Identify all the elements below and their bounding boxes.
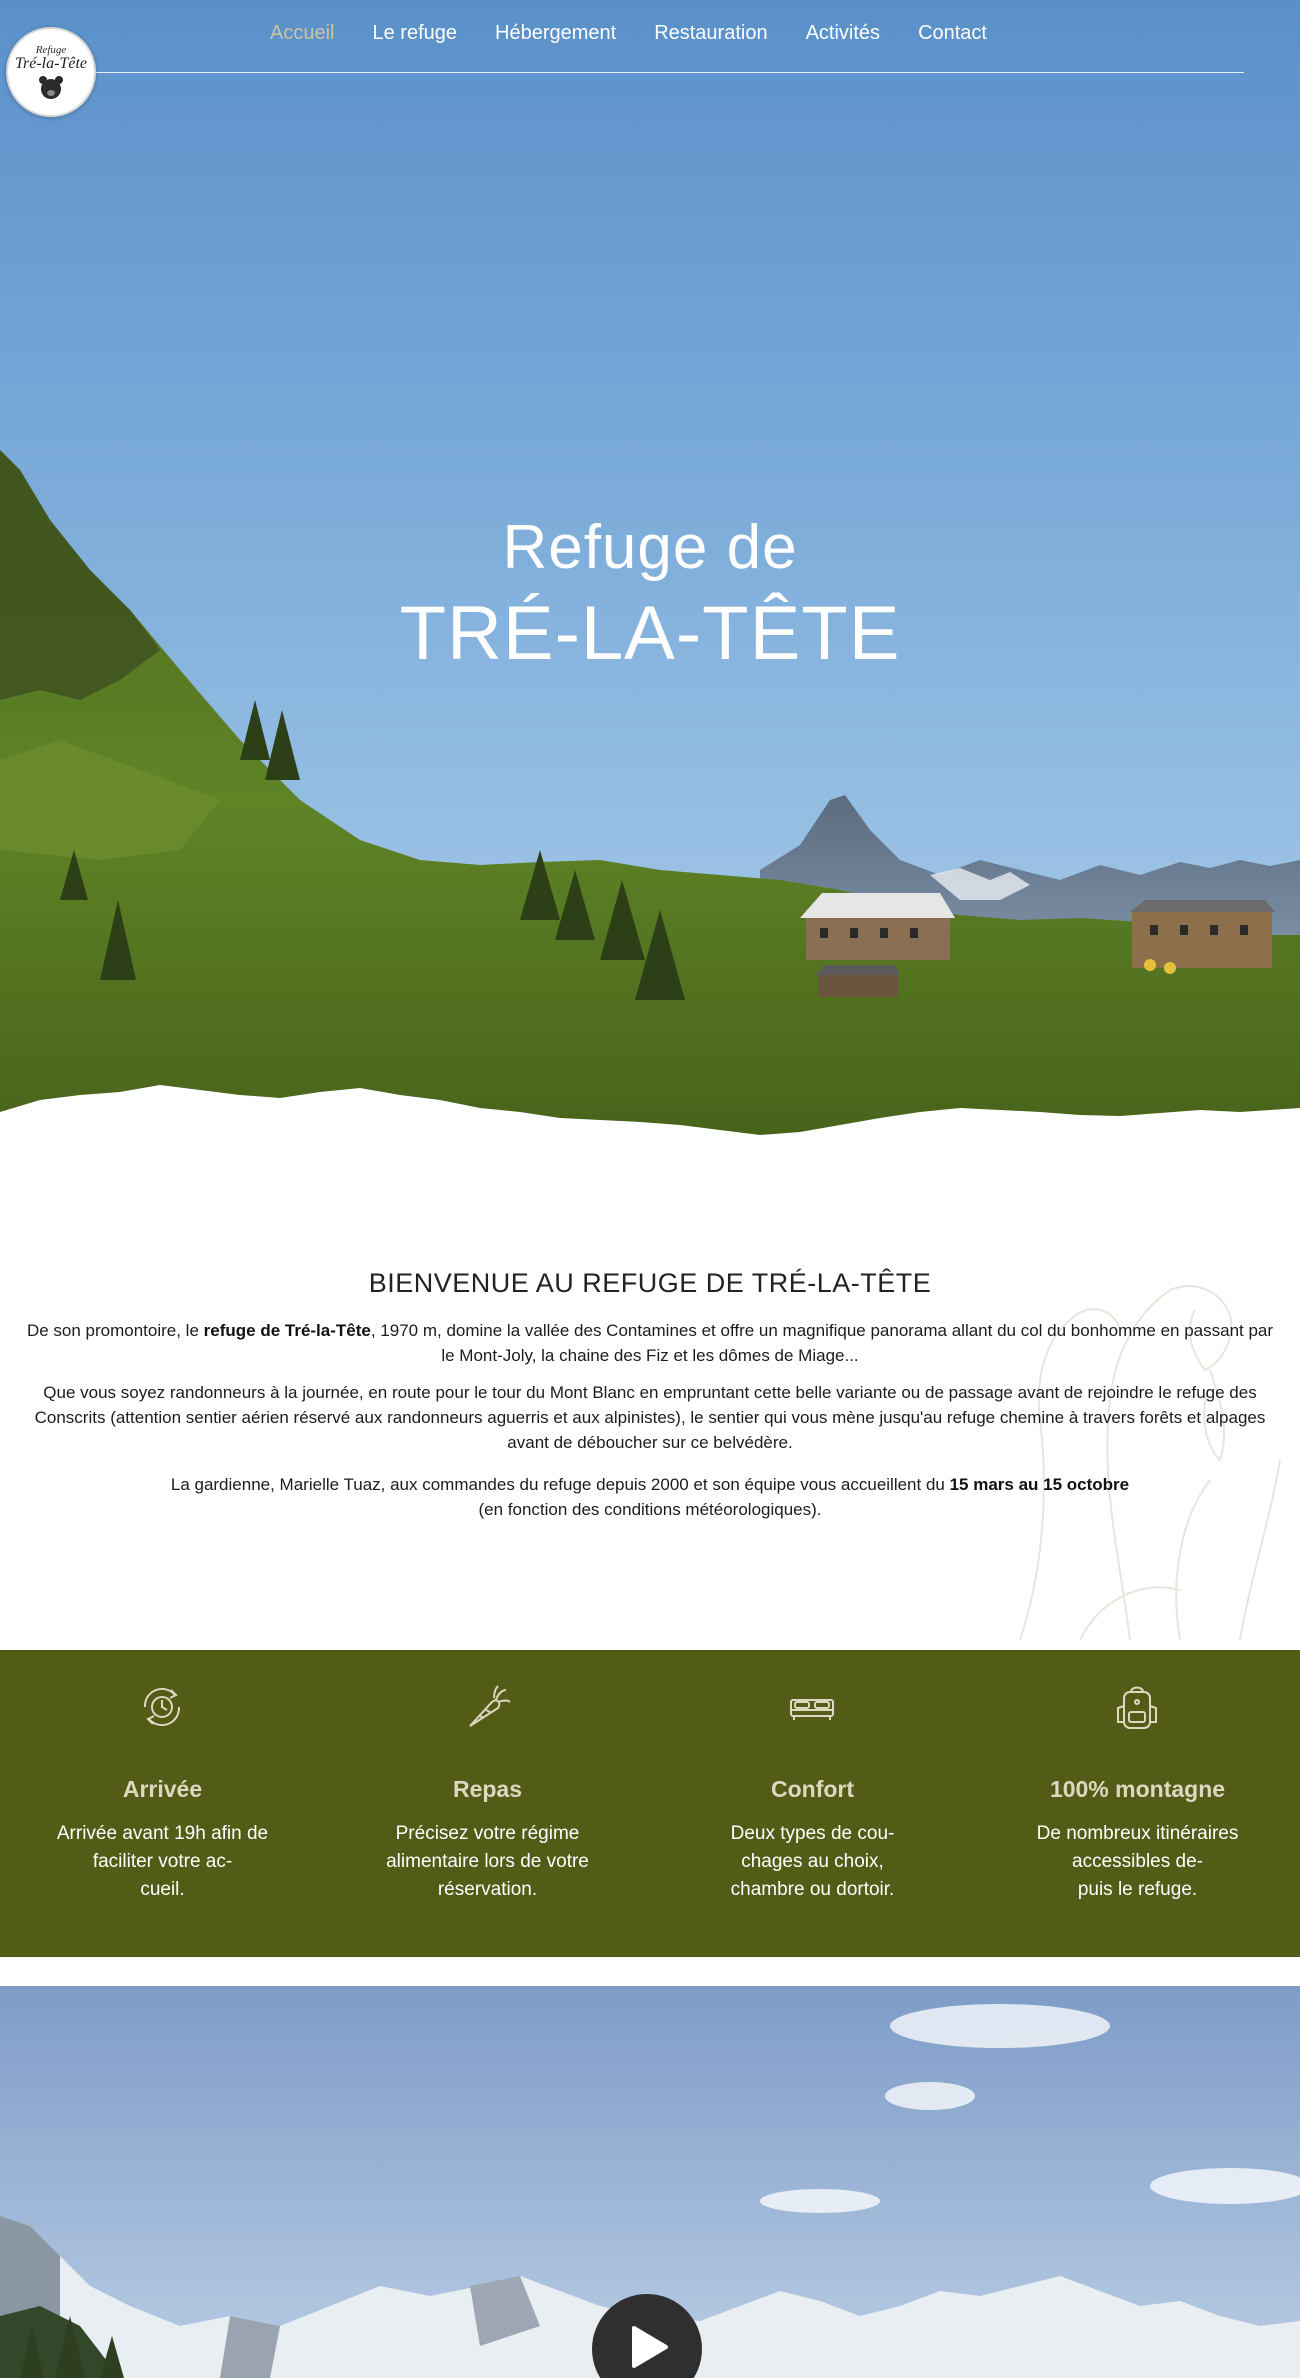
feature-title-arrivee: Arrivée	[122, 1776, 203, 1802]
feature-desc-line: cueil.	[140, 1879, 185, 1900]
welcome-heading: BIENVENUE AU REFUGE DE TRÉ-LA-TÊTE	[368, 1268, 932, 1298]
features-band	[0, 1650, 1300, 1957]
p3-part-b: 15 mars au 15 octobre	[949, 1475, 1130, 1494]
feature-desc-montagne	[1022, 1820, 1253, 1904]
nav-item-restauration[interactable]: Restauration	[654, 22, 768, 44]
carrot-icon	[460, 1680, 514, 1734]
main-navigation	[0, 0, 1300, 74]
p1-part-c: , 1970 m, domine la vallée des Contamines et offre un magnifique panorama allant du col du bonhomme en passant par le Mont-Joly, la chaine des Fiz et les dômes de Miage...	[370, 1321, 1274, 1365]
hero-title-line-2: TRÉ-LA-TÊTE	[399, 591, 901, 676]
logo-line-1: Refuge	[35, 43, 67, 56]
feature-desc-line: Arrivée avant 19h afin de	[56, 1823, 269, 1844]
nav-item-accueil[interactable]: Accueil	[270, 22, 335, 44]
welcome-section	[0, 1150, 1300, 1650]
nav-item-activites[interactable]: Activités	[805, 22, 881, 44]
clock-refresh-icon	[135, 1680, 189, 1734]
p1-part-a: De son promontoire, le	[26, 1321, 204, 1340]
feature-title-repas: Repas	[452, 1776, 523, 1802]
feature-desc-line: De nombreux itinéraires	[1036, 1823, 1239, 1844]
hero-title-line-1: Refuge de	[502, 513, 798, 582]
feature-desc-arrivee	[47, 1820, 278, 1904]
feature-desc-confort	[697, 1820, 928, 1904]
feature-desc-line: chambre ou dortoir.	[730, 1879, 895, 1900]
feature-repas	[325, 1650, 650, 1957]
bear-icon	[36, 74, 66, 100]
feature-confort	[650, 1650, 975, 1957]
p3-part-a: La gardienne, Marielle Tuaz, aux commandes du refuge depuis 2000 et son équipe vous accueillent du	[170, 1475, 950, 1494]
logo-line-2: Tré-la-Tête	[15, 54, 87, 72]
hero-section	[0, 0, 1300, 1150]
video-section	[0, 1986, 1300, 2378]
p3-part-c: (en fonction des conditions météorologiques).	[478, 1500, 822, 1519]
feature-desc-line: puis le refuge.	[1077, 1879, 1198, 1900]
feature-montagne	[975, 1650, 1300, 1957]
feature-title-montagne: 100% montagne	[1049, 1776, 1226, 1802]
p1-part-b: refuge de Tré-la-Tête	[203, 1321, 371, 1340]
backpack-icon	[1110, 1680, 1164, 1734]
nav-divider	[94, 72, 1244, 73]
welcome-paragraph-3	[20, 1472, 1280, 1522]
feature-desc-line: Précisez votre régime	[395, 1823, 580, 1844]
welcome-paragraph-2: Que vous soyez randonneurs à la journée, en route pour le tour du Mont Blanc en empruntant cette belle variante ou de passage avant de rejoindre le refuge des Conscrits (attention sentier aérien réservé aux randonneurs aguerris et aux alpinistes), le sentier qui vous mène jusqu'au refuge chemine à travers forêts et alpages avant de déboucher sur ce belvédère.	[34, 1383, 1266, 1452]
feature-desc-line: accessibles de-	[1072, 1851, 1203, 1872]
feature-desc-line: Deux types de cou-	[730, 1823, 895, 1844]
nav-item-contact[interactable]: Contact	[918, 22, 987, 44]
nav-menu	[270, 22, 1025, 45]
feature-arrivee	[0, 1650, 325, 1957]
feature-desc-repas	[372, 1820, 603, 1904]
feature-desc-line: alimentaire lors de votre	[386, 1851, 589, 1872]
nav-item-le-refuge[interactable]: Le refuge	[372, 22, 457, 44]
feature-desc-line: chages au choix,	[741, 1851, 884, 1872]
feature-desc-line: faciliter votre ac-	[92, 1851, 233, 1872]
nav-item-hebergement[interactable]: Hébergement	[495, 22, 617, 44]
bed-icon	[785, 1680, 839, 1734]
feature-title-confort: Confort	[770, 1776, 855, 1802]
feature-desc-line: réservation.	[437, 1879, 538, 1900]
site-logo[interactable]	[6, 27, 96, 117]
welcome-paragraph-1	[20, 1318, 1280, 1368]
play-icon	[630, 2324, 670, 2370]
